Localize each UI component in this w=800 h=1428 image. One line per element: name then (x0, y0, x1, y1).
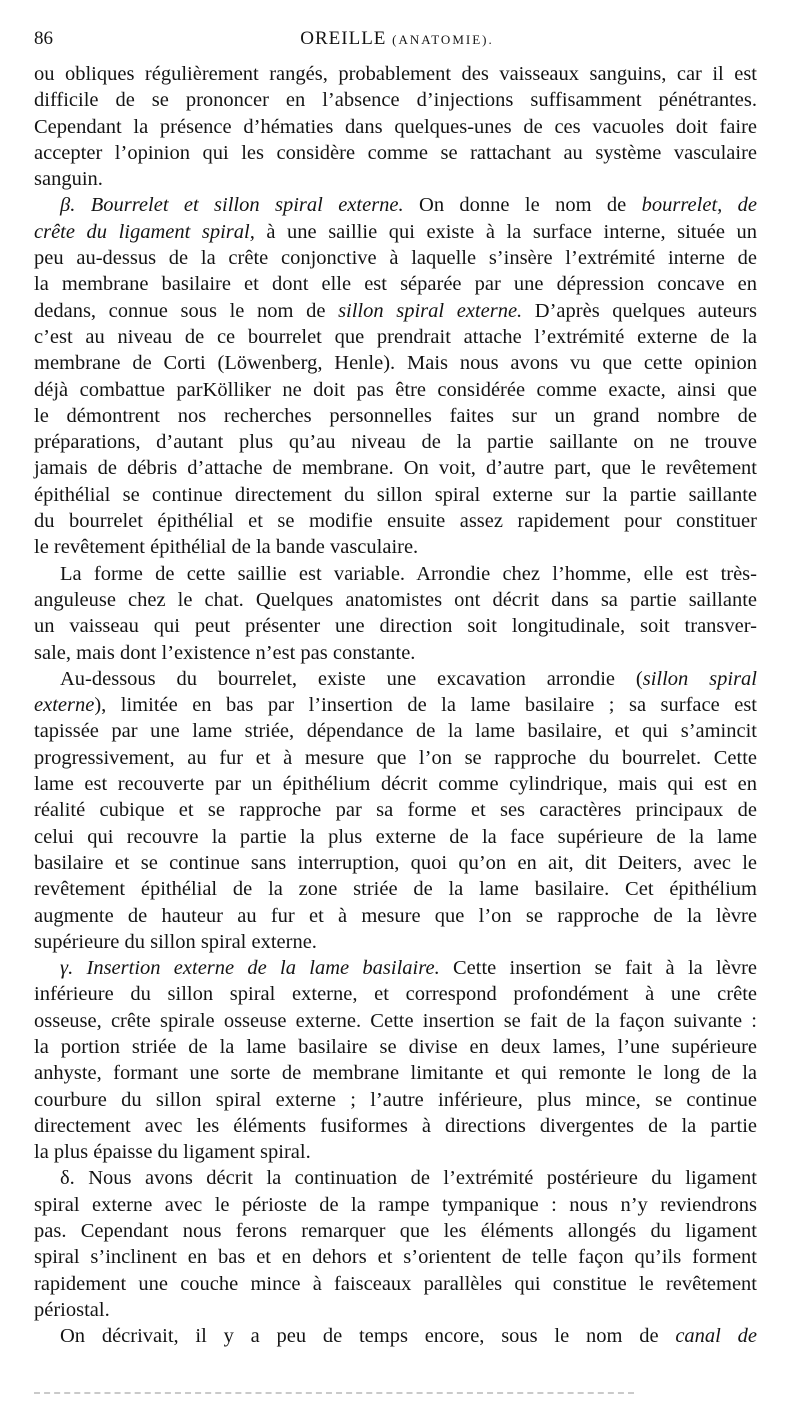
text-fragment: dedans, connue sous le nom de (34, 299, 339, 322)
text-line: pas. Cependant nous ferons remarquer que les éléments allongés du ligament (34, 1220, 757, 1243)
text-line: La forme de cette saillie est variable. Arrondie chez l’homme, elle est très- (60, 562, 757, 585)
text-line: directement avec les éléments fusiformes à directions divergentes de la partie (34, 1114, 757, 1137)
text-line: réalité cubique et se rapproche par sa forme et ses caractères principaux de (34, 799, 757, 822)
text-line: ou obliques régulièrement rangés, probablement des vaisseaux sanguins, car il est (34, 63, 757, 85)
text-line (34, 192, 757, 218)
text-line: périostal. (34, 1298, 110, 1321)
body-text (34, 61, 757, 1350)
page-number: 86 (34, 28, 53, 49)
running-title-main: OREILLE (300, 28, 387, 49)
text-line: tapissée par une lame striée, dépendance de la lame basilaire, et qui s’amincit (34, 720, 757, 743)
text-line: préparations, d’autant plus qu’au niveau de la partie saillante on ne trouve (34, 431, 757, 454)
text-line: sanguin. (34, 168, 103, 191)
text-line: spiral externe avec le périoste de la rampe tympanique : nous n’y reviendrons (34, 1193, 757, 1216)
text-line: augmente de hauteur au fur et à mesure que l’on se rapproche de la lèvre (34, 904, 757, 927)
text-line: δ. Nous avons décrit la continuation de l’extrémité postérieure du ligament (60, 1167, 757, 1190)
text-fragment: à une saillie qui existe à la surface interne, située un (266, 220, 758, 243)
text-line (34, 219, 757, 245)
text-fragment: ), limitée en bas par l’insertion de la lame basilaire ; sa surface est (94, 694, 757, 717)
text-line: accepter l’opinion qui les considère comme se rattachant au système vasculaire (34, 141, 757, 164)
text-line: difficile de se prononcer en l’absence d’injections suffisamment pénétrantes. (34, 89, 757, 112)
section-heading-beta: β. Bourrelet et sillon spiral externe. (60, 194, 404, 217)
text-line: le revêtement épithélial de la bande vasculaire. (34, 536, 419, 559)
text-line: celui qui recouvre la partie la plus externe de la face supérieure de la lame (34, 825, 757, 848)
text-fragment: Au-dessous du bourrelet, existe une excavation arrondie ( (60, 667, 643, 690)
text-line (34, 692, 757, 718)
text-line (34, 955, 757, 981)
text-line: osseuse, crête spirale osseuse externe. Cette insertion se fait de la façon suivante : (34, 1009, 757, 1032)
running-header (34, 28, 760, 58)
text-line: revêtement épithélial de la zone striée de la lame basilaire. Cet épithélium (34, 878, 757, 901)
text-line: épithélial se continue directement du sillon spiral externe sur la partie saillante (34, 483, 757, 506)
text-line: jamais de débris d’attache de membrane. On voit, d’autre part, que le revêtement (34, 457, 757, 480)
term-bourrelet: bourrelet, de (641, 194, 757, 217)
text-line: anhyste, formant une sorte de membrane limitante et qui remonte le long de la (34, 1062, 757, 1085)
text-line: c’est au niveau de ce bourrelet que prendrait attache l’extrémité externe de la (34, 325, 757, 348)
term-canal: canal de (675, 1325, 757, 1348)
footer-rule (34, 1392, 634, 1396)
text-line: supérieure du sillon spiral externe. (34, 930, 317, 953)
text-line: spiral s’inclinent en bas et en dehors et s’orientent de telle façon qu’ils forment (34, 1246, 757, 1269)
text-line: Cependant la présence d’hématies dans quelques-unes de ces vacuoles doit faire (34, 115, 757, 138)
text-line: inférieure du sillon spiral externe, et correspond profondément à une crête (34, 983, 757, 1006)
text-line: la plus épaisse du ligament spiral. (34, 1141, 311, 1164)
text-line: sale, mais dont l’existence n’est pas constante. (34, 641, 416, 664)
text-line: la membrane basilaire et dont elle est séparée par une dépression concave en (34, 273, 757, 296)
text-line: peu au-dessus de la crête conjonctive à laquelle s’insère l’extrémité interne de (34, 247, 757, 270)
term-crete: crête du ligament spiral, (34, 220, 255, 243)
text-line (34, 1323, 757, 1349)
term-externe: externe (34, 694, 95, 717)
text-fragment: On donne le nom de (403, 194, 642, 217)
section-heading-gamma: γ. Insertion externe de la lame basilaire. (60, 957, 440, 980)
text-line (34, 298, 757, 324)
text-line: lame est recouverte par un épithélium décrit comme cylindrique, mais qui est en (34, 773, 757, 796)
text-line: rapidement une couche mince à faisceaux parallèles qui constitue le revêtement (34, 1272, 757, 1295)
text-fragment: Cette insertion se fait à la lèvre (439, 957, 757, 980)
text-fragment: On décrivait, il y a peu de temps encore, sous le nom de (60, 1325, 676, 1348)
text-line: anguleuse chez le chat. Quelques anatomistes ont décrit dans sa partie saillante (34, 588, 757, 611)
text-line: la portion striée de la lame basilaire se divise en deux lames, l’une supérieure (34, 1035, 757, 1058)
text-line: du bourrelet épithélial et se modifie ensuite assez rapidement pour constituer (34, 510, 757, 533)
text-line: courbure du sillon spiral externe ; l’autre inférieure, plus mince, se continue (34, 1088, 757, 1111)
text-fragment: D’après quelques auteurs (522, 299, 758, 322)
term-sillon: sillon spiral externe. (338, 299, 523, 322)
text-line: membrane de Corti (Löwenberg, Henle). Mais nous avons vu que cette opinion (34, 352, 757, 375)
text-line: le démontrent nos recherches personnelles faites sur un grand nombre de (34, 404, 757, 427)
running-title-sub: (ANATOMIE). (392, 32, 494, 47)
running-title (34, 28, 760, 50)
text-line: basilaire et se continue sans interruption, quoi qu’on en ait, dit Deiters, avec le (34, 851, 757, 874)
text-line: un vaisseau qui peut présenter une direction soit longitudinale, soit transver- (34, 615, 757, 638)
term-sillon-spiral: sillon spiral (642, 667, 758, 690)
text-line (34, 666, 757, 692)
text-line: déjà combattue parKölliker ne doit pas être considérée comme exacte, ainsi que (34, 378, 757, 401)
text-line: progressivement, au fur et à mesure que l’on se rapproche du bourrelet. Cette (34, 746, 757, 769)
